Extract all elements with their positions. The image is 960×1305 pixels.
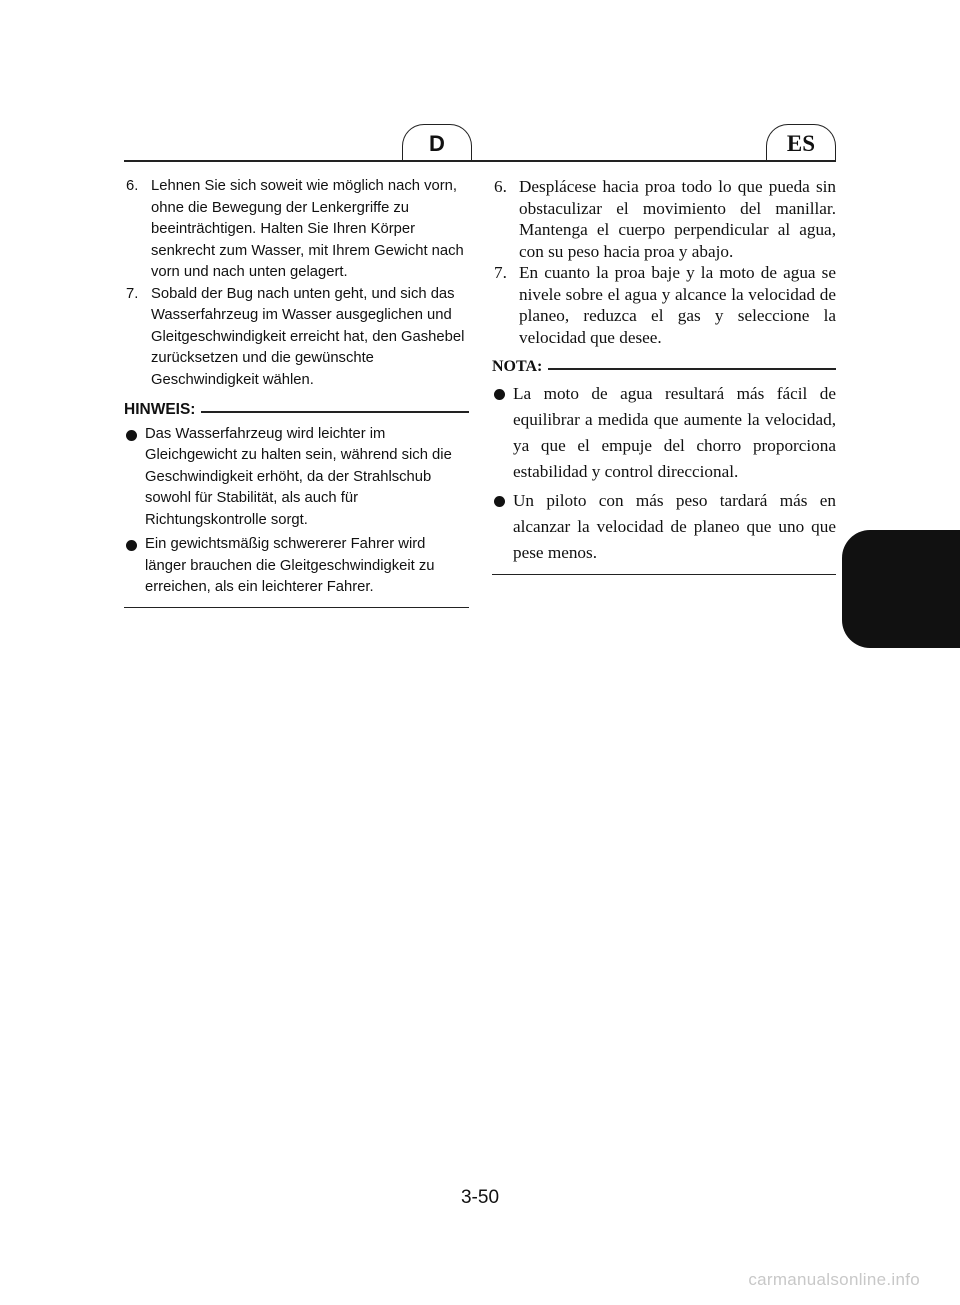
- header-divider: [124, 160, 836, 162]
- german-bullet-2: [124, 534, 469, 599]
- language-tab-d: D: [402, 124, 472, 161]
- german-note-heading: [124, 399, 469, 421]
- language-tab-es: ES: [766, 124, 836, 161]
- step-number: 6.: [126, 178, 139, 194]
- watermark: carmanualsonline.info: [748, 1270, 920, 1289]
- step-number: 7.: [126, 285, 139, 302]
- bullet-text: Das Wasserfahrzeug wird leichter im Gleichgewicht zu halten sein, während sich die Geschwindigkeit erhöht, da der Strahlschub sowohl für Stabilität, als auch für Richtungskontrolle sorgt.: [145, 425, 452, 528]
- spanish-note-end-rule: [492, 574, 836, 576]
- bullet-text: Un piloto con más peso tardará más en alcanzar la velocidad de planeo que uno que pese menos.: [513, 490, 836, 562]
- spanish-step-6: [492, 176, 836, 262]
- step-text: Lehnen Sie sich soweit wie möglich nach vorn, ohne die Bewegung der Lenkergriffe zu beeinträchtigen. Halten Sie Ihren Körper senkrecht zum Wasser, mit Ihrem Gewicht nach vorn und nach unten gelagert.: [151, 178, 464, 280]
- german-step-6: [124, 176, 469, 284]
- german-note-end-rule: [124, 607, 469, 609]
- bullet-icon: [126, 540, 137, 551]
- note-rule: [201, 411, 469, 413]
- spanish-bullet-1: [492, 381, 836, 485]
- german-step-7: [124, 284, 469, 392]
- chapter-side-tab: [842, 530, 960, 648]
- bullet-text: Ein gewichtsmäßig schwererer Fahrer wird länger brauchen die Gleitgeschwindigkeit zu erreichen, als ein leichterer Fahrer.: [145, 536, 435, 595]
- note-label: NOTA:: [492, 358, 543, 375]
- german-column: [124, 176, 469, 608]
- bullet-text: La moto de agua resultará más fácil de equilibrar a medida que aumente la velocidad, ya que el empuje del chorro proporciona estabilidad y control direccional.: [513, 383, 836, 481]
- german-bullet-1: [124, 424, 469, 532]
- spanish-note-heading: [492, 356, 836, 378]
- step-text: En cuanto la proa baje y la moto de agua se nivele sobre el agua y alcance la velocidad de planeo, reduzca el gas y seleccione la velocidad que desee.: [519, 263, 836, 347]
- step-text: Desplácese hacia proa todo lo que pueda sin obstaculizar el movimiento del manillar. Mantenga el cuerpo perpendicular al agua, con su peso hacia proa y abajo.: [519, 177, 836, 261]
- step-text: Sobald der Bug nach unten geht, und sich das Wasserfahrzeug im Wasser ausgeglichen und Gleitgeschwindigkeit erreicht hat, den Gashebel zurücksetzen und die gewünschte Geschwindigkeit wählen.: [151, 285, 465, 388]
- note-label: HINWEIS:: [124, 401, 196, 418]
- page-number: 3-50: [460, 1187, 500, 1208]
- step-number: 6.: [494, 177, 507, 196]
- spanish-column: [492, 176, 836, 575]
- note-rule: [548, 368, 836, 370]
- step-number: 7.: [494, 263, 507, 282]
- bullet-icon: [494, 389, 505, 400]
- bullet-icon: [126, 430, 137, 441]
- spanish-bullet-2: [492, 488, 836, 566]
- bullet-icon: [494, 496, 505, 507]
- spanish-step-7: [492, 262, 836, 348]
